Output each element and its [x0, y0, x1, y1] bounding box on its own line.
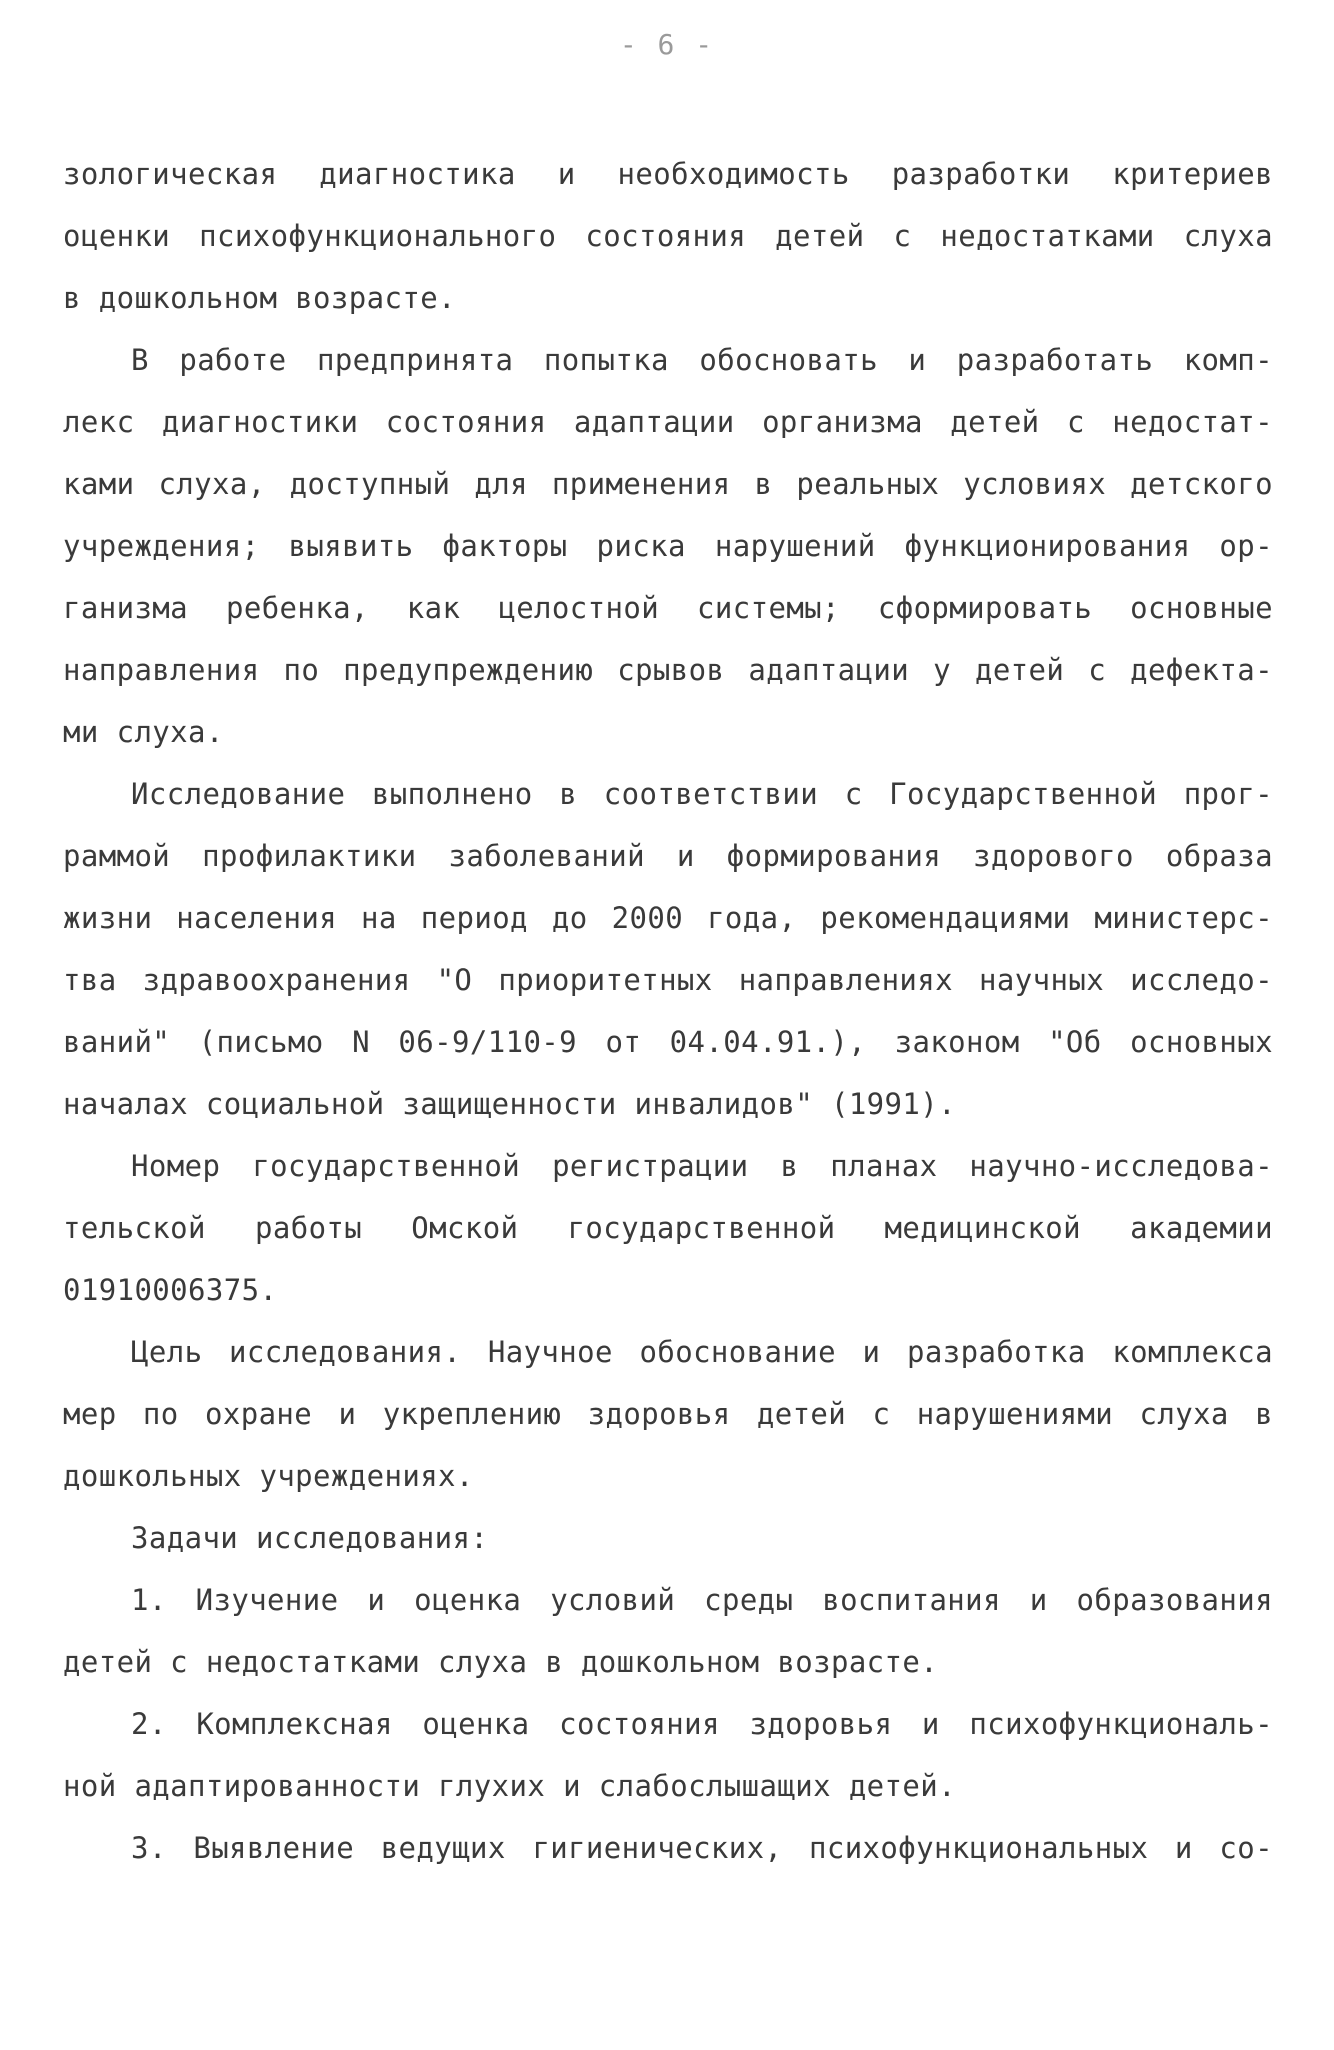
text-line: ваний" (письмо N 06-9/110-9 от 04.04.91.), законом "Об основных [63, 1025, 1273, 1059]
text-line: оценки психофункционального состояния детей с недостатками слуха [63, 219, 1273, 253]
text-line: Цель исследования. Научное обоснование и разработка комплекса [131, 1335, 1273, 1369]
text-line: 3. Выявление ведущих гигиенических, психофункциональных и со- [131, 1831, 1273, 1865]
text-line: направления по предупреждению срывов адаптации у детей с дефекта- [63, 653, 1273, 687]
text-line: ганизма ребенка, как целостной системы; сформировать основные [63, 591, 1273, 625]
text-line: раммой профилактики заболеваний и формирования здорового образа [63, 839, 1273, 873]
text-line: детей с недостатками слуха в дошкольном возрасте. [63, 1645, 939, 1679]
text-line: началах социальной защищенности инвалидов" (1991). [63, 1087, 956, 1121]
text-line: В работе предпринята попытка обосновать и разработать комп- [131, 343, 1273, 377]
text-line: дошкольных учреждениях. [63, 1459, 474, 1493]
text-line: зологическая диагностика и необходимость разработки критериев [63, 157, 1273, 191]
text-line: лекс диагностики состояния адаптации организма детей с недостат- [63, 405, 1273, 439]
text-line: Номер государственной регистрации в планах научно-исследова- [131, 1149, 1273, 1183]
text-line: ками слуха, доступный для применения в реальных условиях детского [63, 467, 1273, 501]
text-line: 1. Изучение и оценка условий среды воспитания и образования [131, 1583, 1273, 1617]
text-line: ной адаптированности глухих и слабослышащих детей. [63, 1769, 956, 1803]
text-line: 01910006375. [63, 1273, 278, 1307]
text-line: Исследование выполнено в соответствии с Государственной прог- [131, 777, 1273, 811]
text-line: ми слуха. [63, 715, 224, 749]
text-line: 2. Комплексная оценка состояния здоровья и психофункциональ- [131, 1707, 1273, 1741]
text-line: Задачи исследования: [131, 1521, 489, 1555]
page-number: - 6 - [619, 28, 715, 61]
text-line: в дошкольном возрасте. [63, 281, 456, 315]
text-line: учреждения; выявить факторы риска нарушений функционирования ор- [63, 529, 1273, 563]
text-line: тва здравоохранения "О приоритетных направлениях научных исследо- [63, 963, 1273, 997]
text-line: тельской работы Омской государственной медицинской академии [63, 1211, 1273, 1245]
text-line: жизни населения на период до 2000 года, рекомендациями министерс- [63, 901, 1273, 935]
text-line: мер по охране и укреплению здоровья детей с нарушениями слуха в [63, 1397, 1273, 1431]
